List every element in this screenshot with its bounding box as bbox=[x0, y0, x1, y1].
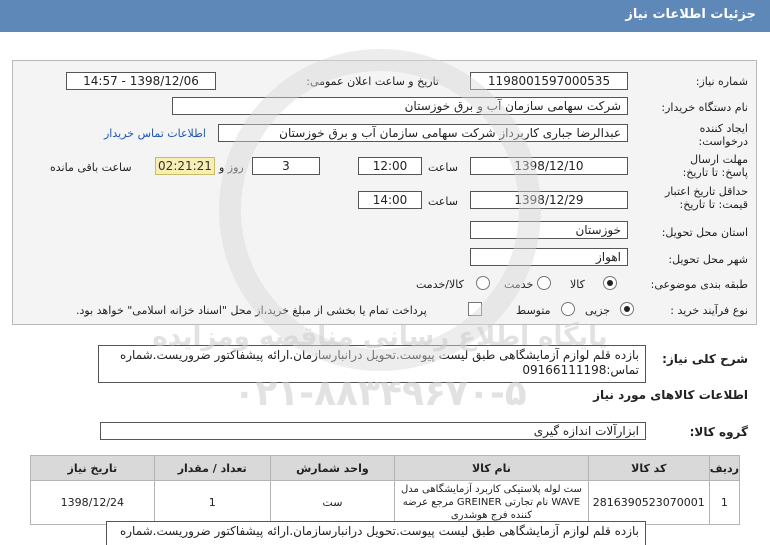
category-goods-radio[interactable] bbox=[603, 276, 617, 290]
purchase-medium-radio[interactable] bbox=[561, 302, 575, 316]
announce-label: تاریخ و ساعت اعلان عمومی: bbox=[306, 75, 439, 88]
deadline-time-field: 12:00 bbox=[358, 157, 422, 175]
deadline-label: مهلت ارسال پاسخ: تا تاریخ: bbox=[682, 153, 748, 179]
goods-group-label: گروه کالا: bbox=[689, 425, 748, 439]
need-number-label: شماره نیاز: bbox=[695, 75, 748, 88]
cell-name: ست لوله پلاستیکی کاربرد آزمایشگاهی مدل WAVE نام تجارتی GREINER مرجع عرضه کننده فرج هوشدری bbox=[395, 481, 589, 525]
col-name: نام کالا bbox=[395, 456, 589, 481]
purchase-medium-label: متوسط bbox=[516, 304, 551, 317]
announce-field: 1398/12/06 - 14:57 bbox=[66, 72, 216, 90]
table-row[interactable] bbox=[31, 481, 740, 525]
cell-date: 1398/12/24 bbox=[31, 481, 155, 525]
category-both-label: کالا/خدمت bbox=[416, 278, 464, 291]
buyer-contact-link[interactable]: اطلاعات تماس خریدار bbox=[104, 127, 206, 140]
page-title: جزئیات اطلاعات نیاز bbox=[625, 7, 756, 22]
purchase-minor-label: جزیی bbox=[585, 304, 611, 317]
bottom-description: بازده قلم لوازم آزمایشگاهی طبق لیست پیوست.تحویل درانبارسازمان.ارائه پیشفاکتور ضروریست.شماره bbox=[106, 521, 646, 545]
col-unit: واحد شمارش bbox=[270, 456, 394, 481]
province-label: استان محل تحویل: bbox=[661, 226, 748, 239]
province-field: خوزستان bbox=[470, 221, 628, 239]
cell-code: 2816390523070001 bbox=[588, 481, 709, 525]
description-label: شرح کلی نیاز: bbox=[662, 352, 748, 366]
remaining-label: ساعت باقی مانده bbox=[50, 161, 132, 174]
creator-label: ایجاد کننده درخواست: bbox=[698, 122, 748, 148]
cell-unit: ست bbox=[270, 481, 394, 525]
deadline-date-field: 1398/12/10 bbox=[470, 157, 628, 175]
treasury-note: پرداخت تمام یا بخشی از مبلغ خرید،از محل "اسناد خزانه اسلامی" خواهد بود. bbox=[76, 304, 427, 317]
validity-date-field: 1398/12/29 bbox=[470, 191, 628, 209]
cell-qty: 1 bbox=[154, 481, 270, 525]
treasury-checkbox[interactable] bbox=[468, 302, 482, 316]
validity-time-field: 14:00 bbox=[358, 191, 422, 209]
page-header bbox=[0, 0, 770, 32]
purchase-type-label: نوع فرآیند خرید : bbox=[670, 304, 748, 317]
description-field: بازده قلم لوازم آزمایشگاهی طبق لیست پیوست.تحویل درانبارسازمان.ارائه پیشفاکتور ضروریست.شماره تماس:09166111198 bbox=[98, 345, 646, 383]
validity-label: حداقل تاریخ اعتبار قیمت: تا تاریخ: bbox=[664, 185, 748, 211]
validity-time-label: ساعت bbox=[428, 195, 458, 208]
col-row: ردیف bbox=[709, 456, 739, 481]
category-both-radio[interactable] bbox=[476, 276, 490, 290]
watermark-text-2: ۰۲۱-۸۸۳۴۹۶۷۰-۵ bbox=[233, 373, 527, 414]
buyer-label: نام دستگاه خریدار: bbox=[661, 101, 748, 114]
city-label: شهر محل تحویل: bbox=[668, 253, 748, 266]
purchase-minor-radio[interactable] bbox=[620, 302, 634, 316]
col-code: کد کالا bbox=[588, 456, 709, 481]
col-date: تاریخ نیاز bbox=[31, 456, 155, 481]
remaining-timer: 02:21:21 bbox=[155, 157, 215, 175]
city-field: اهواز bbox=[470, 248, 628, 266]
days-field: 3 bbox=[252, 157, 320, 175]
category-label: طبقه بندی موضوعی: bbox=[650, 278, 748, 291]
cell-row: 1 bbox=[709, 481, 739, 525]
col-qty: تعداد / مقدار bbox=[154, 456, 270, 481]
deadline-time-label: ساعت bbox=[428, 161, 458, 174]
goods-group-field: ابزارآلات اندازه گیری bbox=[100, 422, 646, 440]
buyer-field: شرکت سهامی سازمان آب و برق خوزستان bbox=[172, 97, 628, 115]
need-number-field: 1198001597000535 bbox=[470, 72, 628, 90]
category-service-label: خدمت bbox=[504, 278, 534, 291]
goods-table bbox=[30, 455, 740, 525]
watermark-text-1: پایگاه اطلاع رسانی مناقصه ومزایده bbox=[152, 322, 608, 352]
goods-section-title: اطلاعات کالاهای مورد نیاز bbox=[593, 388, 748, 402]
goods-table-header bbox=[31, 456, 740, 481]
category-service-radio[interactable] bbox=[537, 276, 551, 290]
category-goods-label: کالا bbox=[570, 278, 585, 291]
creator-field: عبدالرضا جباری کاربرداز شرکت سهامی سازمان آب و برق خوزستان bbox=[218, 124, 628, 142]
days-label: روز و bbox=[219, 161, 244, 174]
